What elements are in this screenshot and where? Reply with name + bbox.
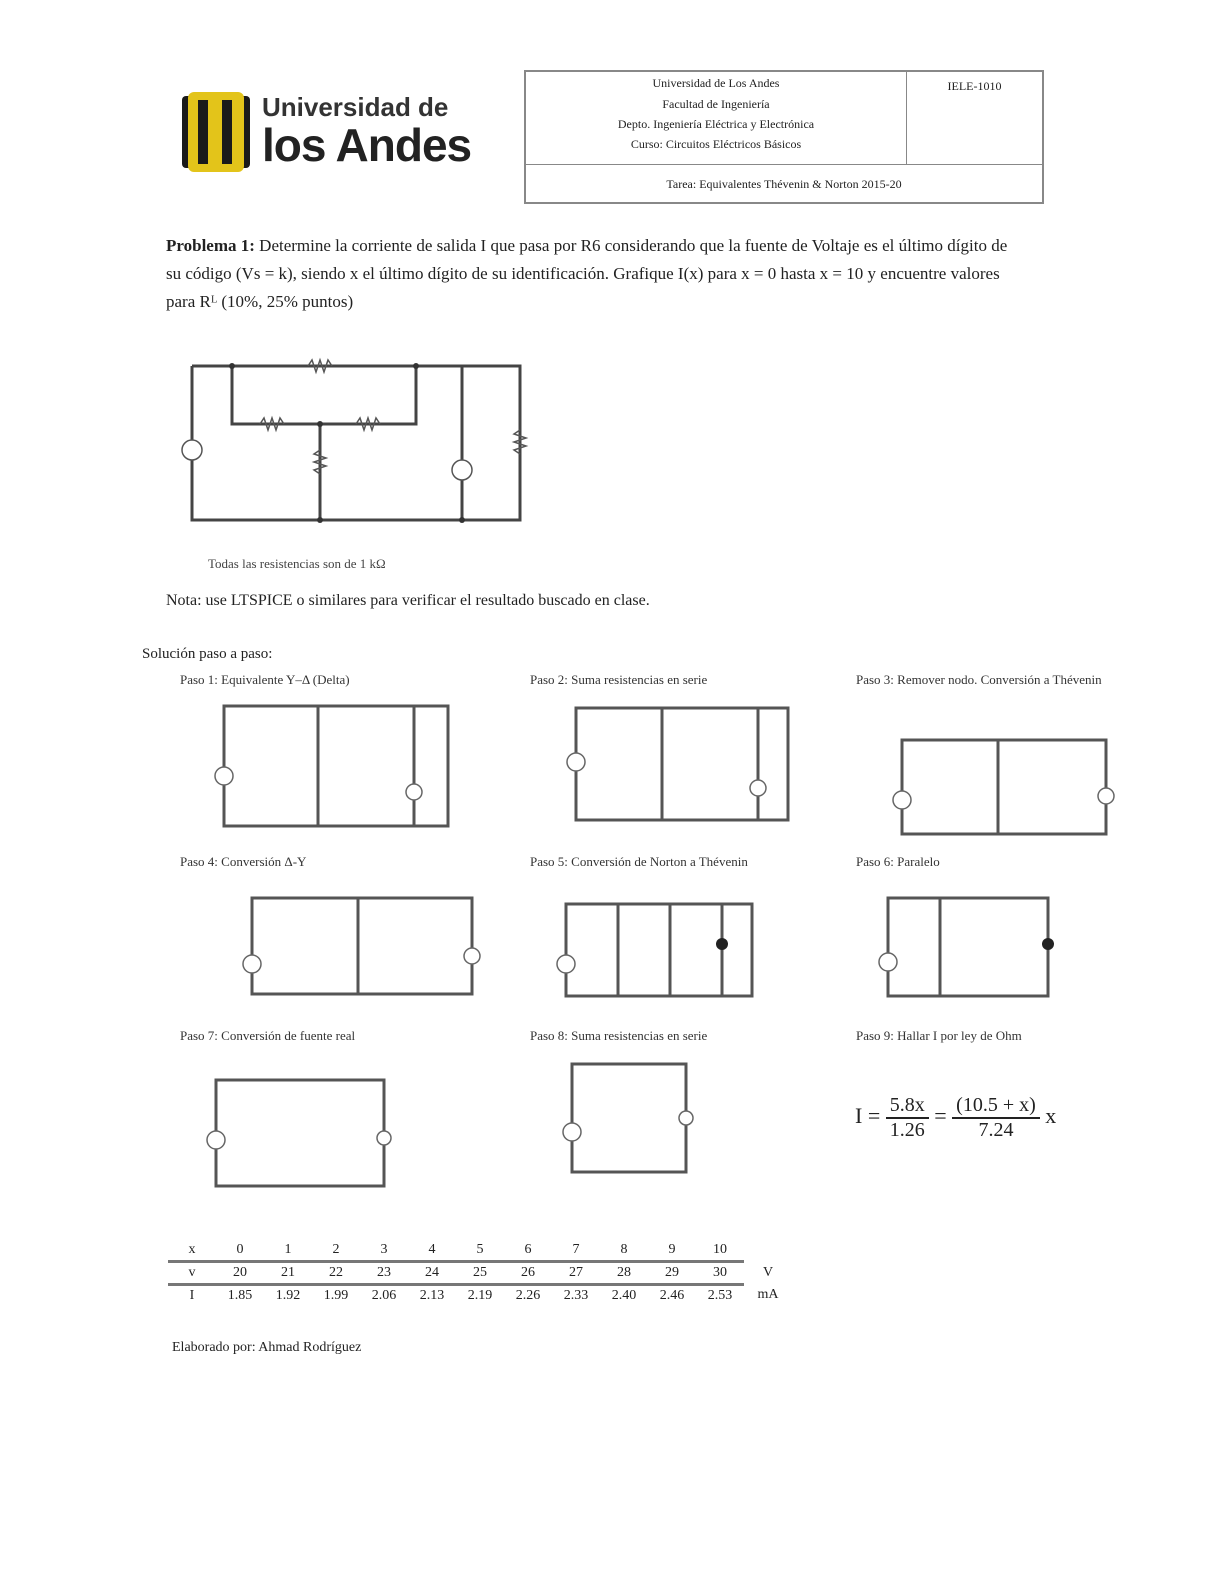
header-institution: Universidad de Los Andes [652,76,780,90]
table-cell: 9 [648,1240,696,1262]
table-cell: 2.06 [371,1288,397,1303]
table-row-x [168,1240,792,1262]
formula-equals-1: = [867,1103,881,1129]
solution-heading: Solución paso a paso: [142,646,273,662]
table-cell: x [168,1240,216,1262]
formula-fraction-2 [952,1094,1040,1142]
table-cell: 2.13 [419,1288,445,1303]
step-2-label: Paso 2: Suma resistencias en serie [530,672,708,687]
table-cell: 30 [696,1262,744,1285]
table-unit: V [762,1265,774,1280]
formula-fraction-1 [886,1094,929,1142]
table-cell: 6 [504,1240,552,1262]
table-row-i [168,1285,792,1307]
formula-equals-2: = [934,1103,947,1129]
header-footer: Tarea: Equivalentes Thévenin & Norton 2015-20 [666,177,902,191]
table-cell: 21 [264,1262,312,1285]
solution-note: Nota: use LTSPICE o similares para verificar el resultado buscado en clase. [166,592,650,609]
step-3-label: Paso 3: Remover nodo. Conversión a Thévenin [856,672,1102,687]
circuit-caption: Todas las resistencias son de 1 kΩ [208,556,386,571]
main-circuit-diagram [180,330,540,550]
author-credit: Elaborado por: Ahmad Rodríguez [172,1340,362,1355]
formula-tail: x [1045,1103,1057,1129]
table-cell: 8 [600,1240,648,1262]
problem-text: Determine la corriente de salida I que pasa por R6 considerando que la fuente de Voltaje es el último dígito de su código (Vs = k), siendo x el último dígito de su identificación. Grafique I(x) para x = 0 hasta x = 10 y encuentre valores para Rᴸ (10%, 25% puntos) [166,236,1008,311]
header-box [524,70,1044,204]
results-table [168,1240,792,1306]
table-cell: 0 [216,1240,264,1262]
table-unit: mA [757,1287,779,1303]
table-cell: 10 [696,1240,744,1262]
table-cell: 1.85 [227,1288,253,1303]
step-7-label: Paso 7: Conversión de fuente real [180,1028,356,1043]
table-cell: 2.33 [563,1288,589,1303]
step-9-label: Paso 9: Hallar I por ley de Ohm [856,1028,1022,1043]
table-cell: 22 [312,1262,360,1285]
university-name-line2: los Andes [262,119,472,171]
table-cell: 1.99 [323,1288,349,1303]
table-cell: 2.19 [467,1288,493,1303]
table-row-v [168,1262,792,1285]
header-department: Depto. Ingeniería Eléctrica y Electrónica [617,117,815,131]
step-3-circuit [858,716,1148,846]
formula-denominator-2: 7.24 [978,1119,1014,1141]
step-4-label: Paso 4: Conversión Δ-Y [180,854,307,869]
step-4-circuit [186,880,486,1010]
formula-lhs: I [855,1103,863,1129]
table-cell: v [168,1262,216,1285]
step-8-circuit [540,1054,800,1184]
step-7-circuit [180,1054,500,1204]
table-cell: 2.53 [707,1288,733,1303]
table-cell: 23 [360,1262,408,1285]
table-cell: 7 [552,1240,600,1262]
table-cell: I [189,1288,195,1303]
step-5-circuit [536,880,826,1010]
table-cell: 28 [600,1262,648,1285]
header-faculty: Facultad de Ingeniería [662,97,770,111]
header-course: Curso: Circuitos Eléctricos Básicos [630,137,802,151]
university-name-line1: Universidad de [262,92,449,122]
table-cell: 2.46 [659,1288,685,1303]
step-2-circuit [536,696,836,836]
step-6-label: Paso 6: Paralelo [856,854,940,869]
university-logo [182,92,250,172]
header-info [526,72,907,165]
table-cell: 24 [408,1262,456,1285]
table-cell: 26 [504,1262,552,1285]
problem-statement [166,232,1026,316]
table-cell: 2 [312,1240,360,1262]
ohm-law-formula [855,1094,1056,1142]
step-6-circuit [856,880,1146,1010]
table-cell: 2.26 [515,1288,541,1303]
table-cell: 2.40 [611,1288,637,1303]
table-cell: 20 [216,1262,264,1285]
table-cell: 3 [360,1240,408,1262]
formula-denominator-1: 1.26 [889,1119,925,1141]
step-8-label: Paso 8: Suma resistencias en serie [530,1028,708,1043]
table-cell: 1 [264,1240,312,1262]
table-cell: 25 [456,1262,504,1285]
formula-numerator-2: (10.5 + x) [952,1094,1040,1119]
table-cell: 27 [552,1262,600,1285]
formula-numerator-1: 5.8x [886,1094,929,1119]
table-cell: 1.92 [275,1288,301,1303]
table-cell: 29 [648,1262,696,1285]
step-5-label: Paso 5: Conversión de Norton a Thévenin [530,854,748,869]
step-1-circuit [180,696,480,836]
table-cell: 5 [456,1240,504,1262]
step-1-label: Paso 1: Equivalente Y–Δ (Delta) [180,672,350,687]
problem-label: Problema 1: [166,236,255,255]
table-cell: 4 [408,1240,456,1262]
header-code: IELE-1010 [907,72,1042,165]
